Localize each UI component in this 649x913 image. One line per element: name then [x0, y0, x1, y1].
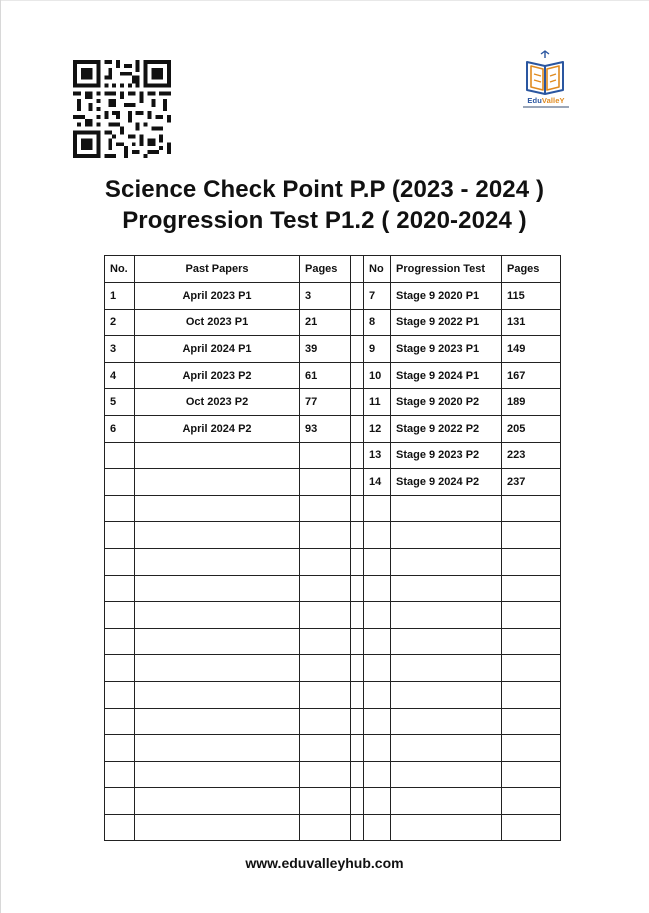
- progression-test-pages: [502, 575, 561, 602]
- past-paper-pages: [300, 602, 351, 629]
- column-gap: [351, 788, 364, 815]
- index-table: [104, 255, 561, 841]
- past-paper-pages: 61: [300, 362, 351, 389]
- past-paper-name: April 2024 P2: [135, 415, 300, 442]
- footer-url[interactable]: www.eduvalleyhub.com: [245, 855, 404, 871]
- table-header-row: [105, 256, 561, 283]
- table-row: [105, 522, 561, 549]
- past-paper-name: [135, 814, 300, 841]
- progression-test-name: [391, 522, 502, 549]
- row-number: [105, 655, 135, 682]
- table-body: [105, 283, 561, 841]
- column-gap: [351, 309, 364, 336]
- column-gap: [351, 548, 364, 575]
- column-gap: [351, 389, 364, 416]
- table-row: [105, 655, 561, 682]
- progression-test-pages: [502, 814, 561, 841]
- column-gap: [351, 761, 364, 788]
- progression-number: [364, 655, 391, 682]
- progression-number: [364, 522, 391, 549]
- row-number: [105, 814, 135, 841]
- past-paper-name: [135, 548, 300, 575]
- column-gap: [351, 442, 364, 469]
- progression-test-name: [391, 602, 502, 629]
- progression-number: [364, 814, 391, 841]
- header-no: No.: [105, 256, 135, 283]
- row-number: 3: [105, 336, 135, 363]
- column-gap: [351, 256, 364, 283]
- progression-number: [364, 681, 391, 708]
- column-gap: [351, 655, 364, 682]
- progression-test-pages: 205: [502, 415, 561, 442]
- progression-test-pages: [502, 681, 561, 708]
- progression-test-name: [391, 575, 502, 602]
- progression-test-pages: [502, 548, 561, 575]
- row-number: [105, 442, 135, 469]
- column-gap: [351, 708, 364, 735]
- qr-code-icon: [73, 60, 171, 158]
- progression-test-name: [391, 735, 502, 762]
- progression-test-pages: [502, 628, 561, 655]
- past-paper-pages: 3: [300, 283, 351, 310]
- table-row: [105, 283, 561, 310]
- table-row: [105, 602, 561, 629]
- progression-test-pages: 149: [502, 336, 561, 363]
- progression-number: [364, 495, 391, 522]
- progression-test-pages: 131: [502, 309, 561, 336]
- row-number: [105, 548, 135, 575]
- progression-test-name: Stage 9 2022 P2: [391, 415, 502, 442]
- past-paper-name: [135, 602, 300, 629]
- row-number: [105, 735, 135, 762]
- past-paper-pages: 93: [300, 415, 351, 442]
- table-row: [105, 814, 561, 841]
- brand-name: EduValleY: [527, 96, 565, 105]
- progression-test-name: [391, 628, 502, 655]
- table-row: [105, 336, 561, 363]
- header-past-papers: Past Papers: [135, 256, 300, 283]
- row-number: [105, 708, 135, 735]
- progression-number: [364, 548, 391, 575]
- past-paper-name: Oct 2023 P2: [135, 389, 300, 416]
- past-paper-name: [135, 522, 300, 549]
- column-gap: [351, 602, 364, 629]
- progression-number: [364, 602, 391, 629]
- past-paper-pages: [300, 761, 351, 788]
- progression-number: [364, 628, 391, 655]
- progression-test-pages: [502, 495, 561, 522]
- row-number: [105, 788, 135, 815]
- past-paper-pages: [300, 469, 351, 496]
- table-row: [105, 389, 561, 416]
- row-number: [105, 761, 135, 788]
- past-paper-name: April 2023 P1: [135, 283, 300, 310]
- past-paper-pages: [300, 655, 351, 682]
- column-gap: [351, 283, 364, 310]
- past-paper-pages: [300, 708, 351, 735]
- past-paper-pages: [300, 735, 351, 762]
- past-paper-name: [135, 681, 300, 708]
- past-paper-name: [135, 788, 300, 815]
- table-row: [105, 495, 561, 522]
- past-paper-pages: [300, 442, 351, 469]
- progression-test-name: Stage 9 2020 P1: [391, 283, 502, 310]
- column-gap: [351, 681, 364, 708]
- column-gap: [351, 735, 364, 762]
- header-no2: No: [364, 256, 391, 283]
- table-row: [105, 628, 561, 655]
- progression-number: 8: [364, 309, 391, 336]
- table-row: [105, 415, 561, 442]
- row-number: [105, 681, 135, 708]
- past-paper-name: Oct 2023 P1: [135, 309, 300, 336]
- progression-test-name: [391, 761, 502, 788]
- row-number: 5: [105, 389, 135, 416]
- progression-test-name: Stage 9 2023 P1: [391, 336, 502, 363]
- progression-number: 9: [364, 336, 391, 363]
- table-row: [105, 362, 561, 389]
- progression-number: 11: [364, 389, 391, 416]
- progression-number: 14: [364, 469, 391, 496]
- progression-test-pages: [502, 761, 561, 788]
- progression-test-name: Stage 9 2020 P2: [391, 389, 502, 416]
- progression-test-name: Stage 9 2024 P2: [391, 469, 502, 496]
- progression-test-pages: 237: [502, 469, 561, 496]
- past-paper-pages: [300, 495, 351, 522]
- past-paper-pages: [300, 522, 351, 549]
- progression-number: [364, 788, 391, 815]
- header-pages: Pages: [300, 256, 351, 283]
- progression-number: [364, 735, 391, 762]
- row-number: [105, 575, 135, 602]
- column-gap: [351, 575, 364, 602]
- column-gap: [351, 415, 364, 442]
- progression-test-pages: [502, 788, 561, 815]
- progression-test-pages: [502, 602, 561, 629]
- progression-number: 12: [364, 415, 391, 442]
- table-row: [105, 681, 561, 708]
- progression-test-pages: [502, 708, 561, 735]
- past-paper-name: April 2024 P1: [135, 336, 300, 363]
- past-paper-name: [135, 442, 300, 469]
- past-paper-pages: [300, 628, 351, 655]
- progression-test-name: [391, 548, 502, 575]
- past-paper-name: [135, 708, 300, 735]
- past-paper-pages: 39: [300, 336, 351, 363]
- column-gap: [351, 469, 364, 496]
- past-paper-name: [135, 735, 300, 762]
- progression-test-name: [391, 788, 502, 815]
- progression-test-name: [391, 655, 502, 682]
- row-number: 4: [105, 362, 135, 389]
- progression-test-pages: 223: [502, 442, 561, 469]
- table-row: [105, 442, 561, 469]
- table-row: [105, 469, 561, 496]
- progression-test-name: Stage 9 2023 P2: [391, 442, 502, 469]
- progression-number: 10: [364, 362, 391, 389]
- row-number: [105, 495, 135, 522]
- column-gap: [351, 628, 364, 655]
- table-row: [105, 788, 561, 815]
- past-paper-name: [135, 628, 300, 655]
- progression-number: [364, 575, 391, 602]
- progression-test-name: Stage 9 2024 P1: [391, 362, 502, 389]
- progression-test-name: [391, 814, 502, 841]
- row-number: 2: [105, 309, 135, 336]
- progression-number: [364, 761, 391, 788]
- column-gap: [351, 362, 364, 389]
- past-paper-name: [135, 761, 300, 788]
- past-paper-pages: [300, 548, 351, 575]
- past-paper-pages: [300, 575, 351, 602]
- row-number: 6: [105, 415, 135, 442]
- row-number: [105, 469, 135, 496]
- progression-number: [364, 708, 391, 735]
- row-number: 1: [105, 283, 135, 310]
- past-paper-pages: [300, 681, 351, 708]
- past-paper-pages: 21: [300, 309, 351, 336]
- past-paper-name: April 2023 P2: [135, 362, 300, 389]
- progression-test-pages: [502, 655, 561, 682]
- table-row: [105, 761, 561, 788]
- page-title: Science Check Point P.P (2023 - 2024 ): [104, 176, 545, 203]
- past-paper-name: [135, 495, 300, 522]
- column-gap: [351, 814, 364, 841]
- progression-number: 7: [364, 283, 391, 310]
- table-row: [105, 708, 561, 735]
- progression-test-pages: 115: [502, 283, 561, 310]
- header-progression-test: Progression Test: [391, 256, 502, 283]
- progression-number: 13: [364, 442, 391, 469]
- progression-test-pages: 189: [502, 389, 561, 416]
- table-row: [105, 548, 561, 575]
- table-row: [105, 735, 561, 762]
- page-subtitle: Progression Test P1.2 ( 2020-2024 ): [122, 207, 527, 234]
- past-paper-name: [135, 655, 300, 682]
- past-paper-name: [135, 575, 300, 602]
- row-number: [105, 522, 135, 549]
- past-paper-pages: [300, 814, 351, 841]
- header-pages2: Pages: [502, 256, 561, 283]
- table-row: [105, 575, 561, 602]
- progression-test-name: [391, 708, 502, 735]
- column-gap: [351, 336, 364, 363]
- progression-test-pages: [502, 735, 561, 762]
- past-paper-name: [135, 469, 300, 496]
- column-gap: [351, 522, 364, 549]
- past-paper-pages: [300, 788, 351, 815]
- brand-tagline-bar: [523, 106, 569, 108]
- row-number: [105, 628, 135, 655]
- column-gap: [351, 495, 364, 522]
- progression-test-name: Stage 9 2022 P1: [391, 309, 502, 336]
- past-paper-pages: 77: [300, 389, 351, 416]
- progression-test-pages: [502, 522, 561, 549]
- progression-test-pages: 167: [502, 362, 561, 389]
- row-number: [105, 602, 135, 629]
- progression-test-name: [391, 495, 502, 522]
- progression-test-name: [391, 681, 502, 708]
- table-row: [105, 309, 561, 336]
